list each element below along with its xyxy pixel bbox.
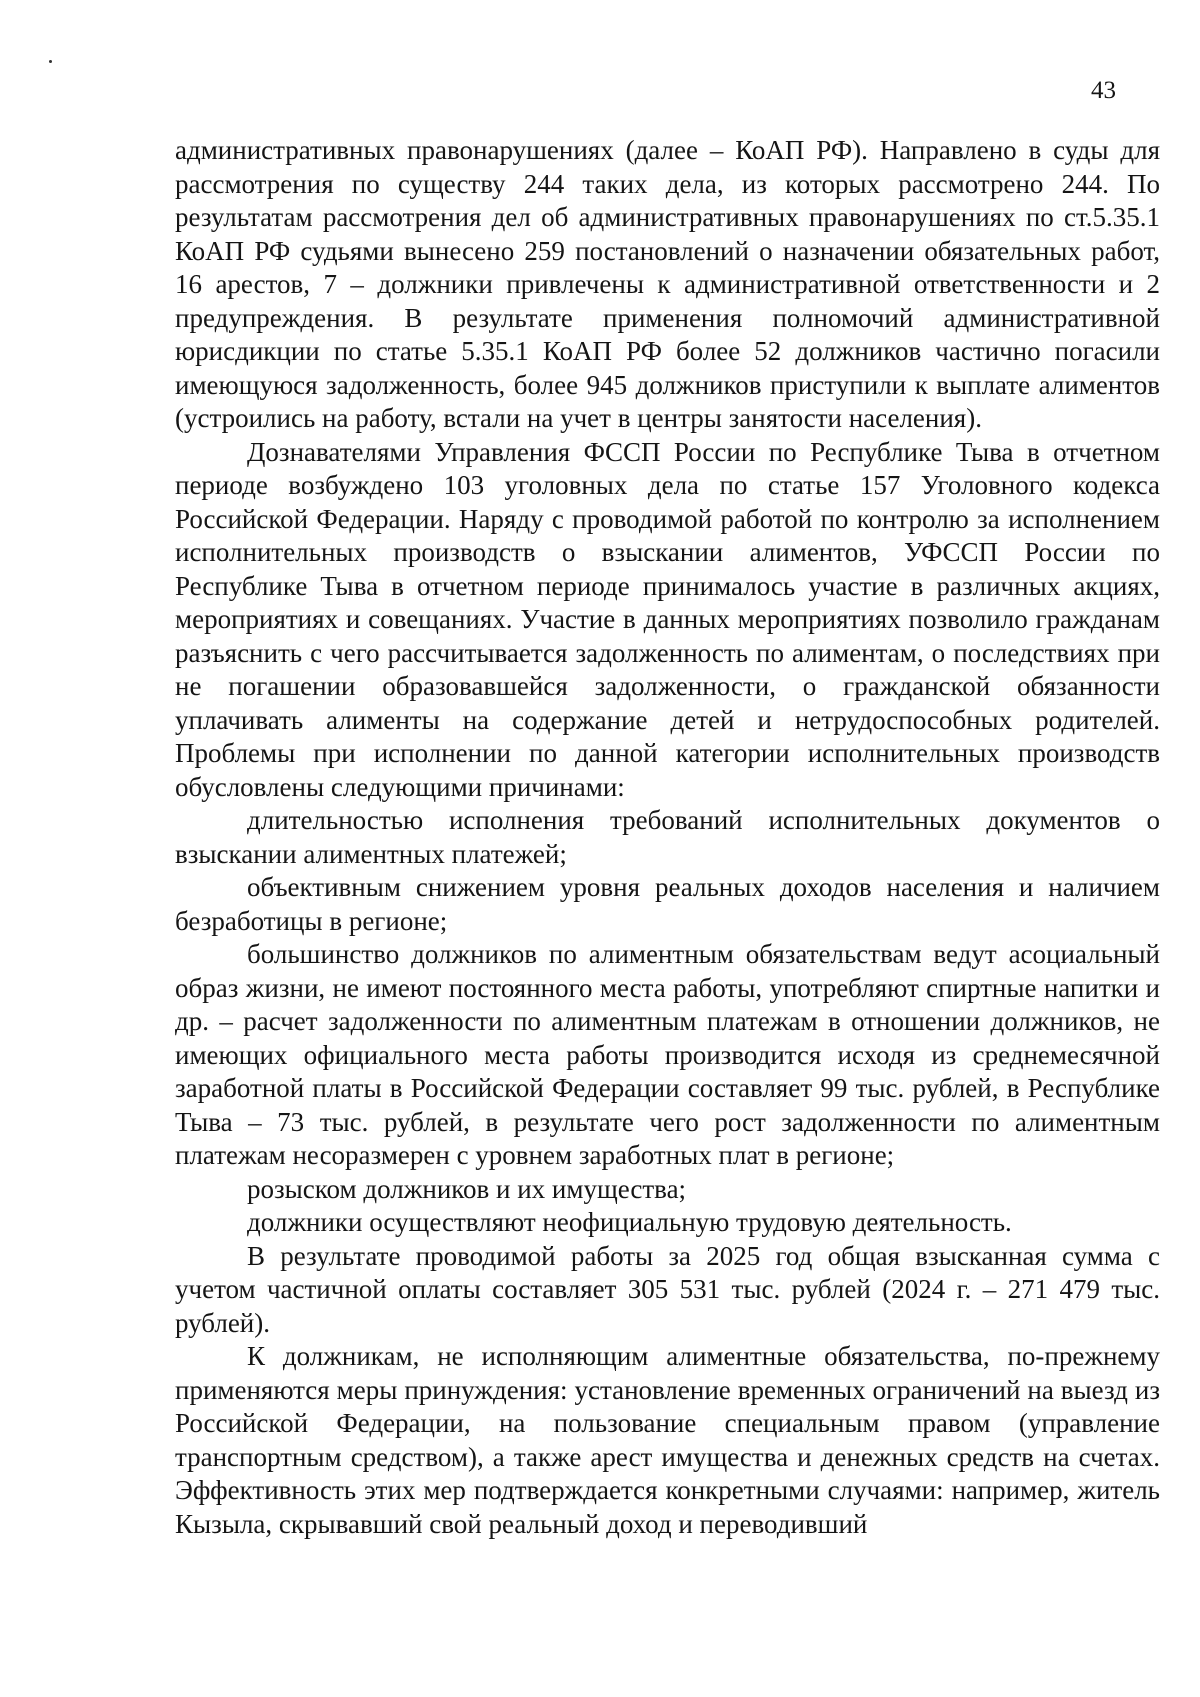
paragraph-continuation: административных правонарушениях (далее – КоАП РФ). Направлено в суды для рассмотрения по существу 244 таких дела, из которых рассмотрено 244. По результатам рассмотрения дел об административных правонарушениях по ст.5.35.1 КоАП РФ судьями вынесено 259 постановлений о назначении обязательных работ, 16 арестов, 7 – должники привлечены к административной ответственности и 2 предупреждения. В результате применения полномочий административной юрисдикции по статье 5.35.1 КоАП РФ более 52 должников частично погасили имеющуюся задолженность, более 945 должников приступили к выплате алиментов (устроились на работу, встали на учет в центры занятости населения).	[175, 135, 1160, 433]
list-item-income-decline: объективным снижением уровня реальных доходов населения и наличием безработицы в регионе;	[175, 872, 1160, 936]
list-item-debtor-search: розыском должников и их имущества;	[247, 1173, 687, 1204]
page-body	[175, 134, 1160, 1541]
list-item-informal-work: должники осуществляют неофициальную трудовую деятельность.	[247, 1207, 1012, 1237]
paragraph-enforcement-measures: К должникам, не исполняющим алиментные обязательства, по-прежнему применяются меры принуждения: установление временных ограничений на выезд из Российской Федерации, на пользование специальным правом (управление транспортным средством), а также арест имущества и денежных средств на счетах. Эффективность этих мер подтверждается конкретными случаями: например, житель Кызыла, скрывавший свой реальный доход и переводивший	[175, 1341, 1160, 1539]
list-item-asocial-debtors: большинство должников по алиментным обязательствам ведут асоциальный образ жизни, не имеют постоянного места работы, употребляют спиртные напитки и др. – расчет задолженности по алиментным платежам в отношении должников, не имеющих официального места работы производится исходя из среднемесячной заработной платы в Российской Федерации составляет 99 тыс. рублей, в Республике Тыва – 73 тыс. рублей, в результате чего рост задолженности по алиментным платежам несоразмерен с уровнем заработных плат в регионе;	[175, 939, 1160, 1170]
list-item-duration: длительностью исполнения требований исполнительных документов о взыскании алиментных платежей;	[175, 805, 1160, 869]
page-number: 43	[1091, 77, 1116, 104]
paragraph-collected-sum: В результате проводимой работы за 2025 год общая взысканная сумма с учетом частичной оплаты составляет 305 531 тыс. рублей (2024 г. – 271 479 тыс. рублей).	[175, 1240, 1160, 1338]
paragraph-inquiry-officers: Дознавателями Управления ФССП России по Республике Тыва в отчетном периоде возбуждено 103 уголовных дела по статье 157 Уголовного кодекса Российской Федерации. Наряду с проводимой работой по контролю за исполнением исполнительных производств о взыскании алиментов, УФССП России по Республике Тыва в отчетном периоде принималось участие в различных акциях, мероприятиях и совещаниях. Участие в данных мероприятиях позволило гражданам разъяснить с чего рассчитывается задолженность по алиментам, о последствиях при не погашении образовавшейся задолженности, о гражданской обязанности уплачивать алименты на содержание детей и нетрудоспособных родителей. Проблемы при исполнении по данной категории исполнительных производств обусловлены следующими причинами:	[175, 436, 1160, 802]
scan-speck	[49, 60, 52, 63]
